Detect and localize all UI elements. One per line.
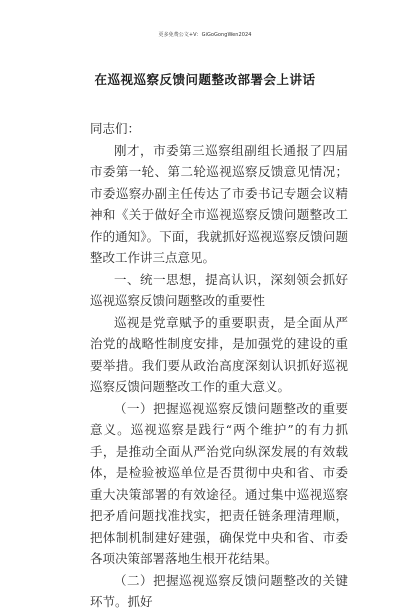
document-body [90,118,348,613]
salutation: 同志们： [90,121,141,136]
document-title: 在巡视巡察反馈问题整改部署会上讲话 [94,72,316,87]
paragraph-subsection-1: （一）把握巡视巡察反馈问题整改的重要意义。巡视巡察是践行“两个维护”的有力抓手，是推动全面从严治党向纵深发展的有效载体，是检验被巡单位是否贯彻中央和省、市委重大决策部署的有效途径。通过集中巡视巡察把矛盾问题找准找实，把责任链条理清理顺，把体制机制建好建强，确保党中央和省、市委各项决策部署落地生根开花结果。 [90,400,348,566]
paragraph-opening: 刚才，市委第三巡察组副组长通报了四届市委第一轮、第二轮巡视巡察反馈意见情况；市委巡察办副主任传达了市委书记专题会议精神和《关于做好全市巡视巡察反馈问题整改工作的通知》。下面，我就抓好巡视巡察反馈问题整改工作讲三点意见。 [90,142,348,265]
paragraph-subsection-2: （二）把握巡视巡察反馈问题整改的关键环节。抓好 [90,572,348,609]
paragraph-section-1-intro: 巡视是党章赋予的重要职责，是全面从严治党的战略性制度安排，是加强党的建设的重要举措。我们要从政治高度深刻认识抓好巡视巡察反馈问题整改工作的重大意义。 [90,314,348,394]
header-note: 更多免费公文+V：GiGoGongWen2024 [158,32,252,38]
section-heading-1: 一、统一思想，提高认识，深刻领会抓好巡视巡察反馈问题整改的重要性 [90,271,348,308]
